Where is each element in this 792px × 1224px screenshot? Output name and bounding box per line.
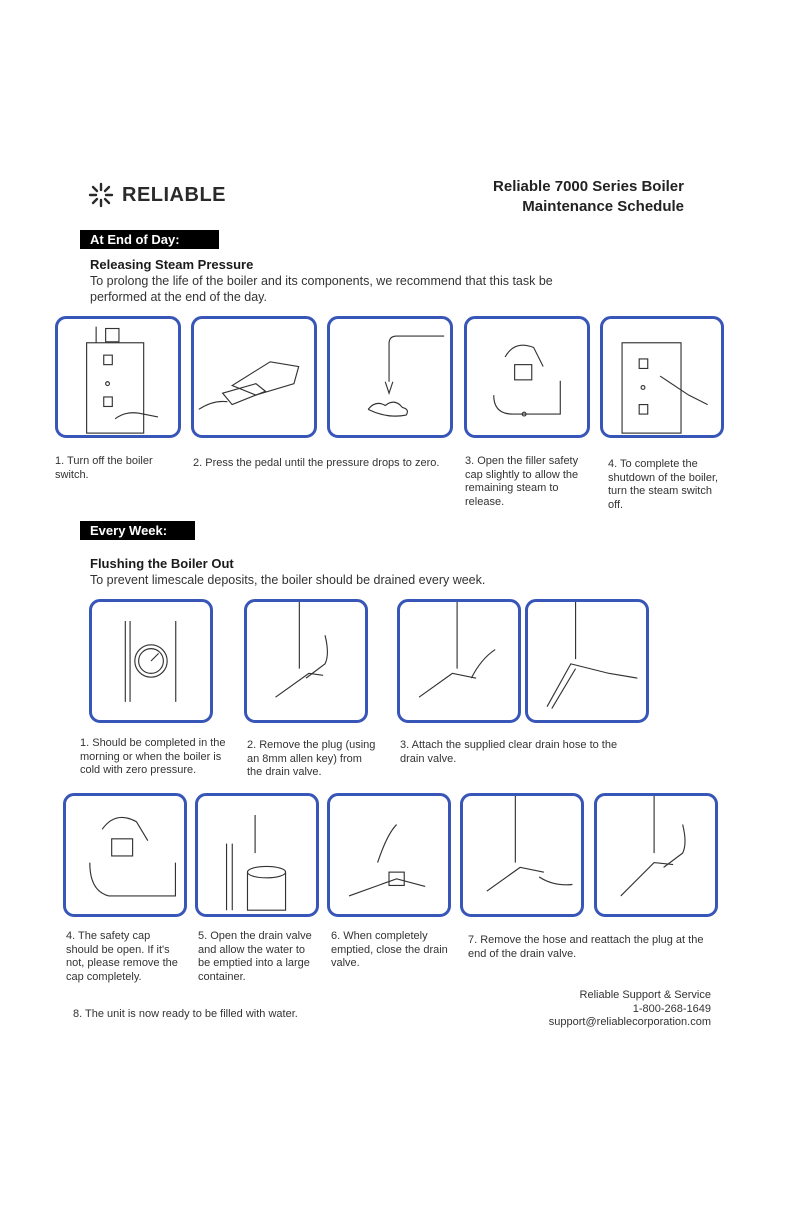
caption-line: cold with zero pressure. [80,764,197,776]
support-phone: 1-800-268-1649 [632,1002,711,1015]
caption-line: 5. Open the drain valve [198,930,312,942]
caption-line: emptied, close the drain [331,943,448,956]
weekly-step-5-caption [198,930,312,984]
caption-line: turn the steam switch [608,485,712,497]
weekly-step-3-illustration [397,599,521,723]
weekly-heading: Flushing the Boiler Out [90,556,234,571]
page-title [493,177,684,217]
support-email[interactable]: support@reliablecorporation.com [548,1016,711,1028]
caption-line: 2. Press the pedal until the pressure drops to zero. [193,457,440,469]
caption-line: 7. Remove the hose and reattach the plug at the [468,934,704,946]
weekly-step-7-caption [468,934,703,961]
section-bar-daily: At End of Day: [80,230,219,249]
caption-line: shutdown of the boiler, [608,471,719,484]
caption-line: cap completely. [66,970,142,983]
caption-line: 4. To complete the [608,458,698,470]
daily-step-3-caption [465,455,578,509]
weekly-step-6-caption [331,930,448,971]
daily-step-2-caption [193,457,439,471]
caption-line: 6. When completely [331,930,428,942]
caption-line: valve. [331,957,360,969]
caption-line: end of the drain valve. [468,947,577,960]
weekly-step-2-caption [247,739,375,780]
caption-line: remaining steam to [465,482,559,494]
caption-line: switch. [55,468,89,481]
weekly-step-1-caption [80,737,226,778]
daily-step-4-caption [608,458,718,512]
caption-line: release. [465,495,505,508]
weekly-step-7b-illustration [594,793,718,917]
caption-line: container. [198,970,246,983]
daily-step-2-illustration [191,316,317,438]
weekly-step-3-caption [400,739,617,766]
logo-text: RELIABLE [122,183,226,206]
caption-line: 1. Turn off the boiler [55,455,153,467]
daily-step-1-illustration [55,316,181,438]
weekly-step-4-caption [66,930,178,984]
support-contact [549,989,711,1030]
caption-line: off. [608,498,624,511]
caption-line: 1. Should be completed in the [80,737,226,749]
caption-line: 3. Attach the supplied clear drain hose to the [400,739,618,751]
title-line-2: Maintenance Schedule [522,198,684,215]
weekly-step-1-illustration [89,599,213,723]
daily-step-1-caption [55,455,153,482]
caption-line: 3. Open the filler safety [465,455,579,467]
weekly-step-8-caption: 8. The unit is now ready to be filled with water. [73,1008,298,1020]
weekly-intro: To prevent limescale deposits, the boiler should be drained every week. [90,573,486,587]
section-bar-weekly: Every Week: [80,521,195,540]
caption-line: should be open. If it's [66,943,170,956]
daily-intro-line-1: To prolong the life of the boiler and its components, we recommend that this task be [90,274,553,288]
caption-line: 2. Remove the plug (using [247,739,376,751]
caption-line: 4. The safety cap [66,930,151,942]
caption-line: drain valve. [400,752,457,765]
daily-step-4-illustration [464,316,590,438]
daily-step-5-illustration [600,316,724,438]
caption-line: and allow the water to [198,943,306,956]
weekly-step-7-illustration [460,793,584,917]
weekly-step-3b-illustration [525,599,649,723]
daily-step-3-illustration [327,316,453,438]
daily-intro [90,273,553,305]
caption-line: cap slightly to allow the [465,468,579,481]
logo-burst-icon [88,182,114,208]
title-line-1: Reliable 7000 Series Boiler [493,178,684,195]
brand-logo [88,182,226,208]
weekly-step-2-illustration [244,599,368,723]
caption-line: morning or when the boiler is [80,750,222,763]
caption-line: an 8mm allen key) from [247,752,362,765]
support-name: Reliable Support & Service [579,989,711,1001]
weekly-step-4-illustration [63,793,187,917]
caption-line: the drain valve. [247,766,322,778]
daily-intro-line-2: performed at the end of the day. [90,290,267,304]
weekly-step-6-illustration [327,793,451,917]
caption-line: not, please remove the [66,957,178,969]
caption-line: be emptied into a large [198,957,310,969]
weekly-step-5-illustration [195,793,319,917]
daily-heading: Releasing Steam Pressure [90,257,254,272]
